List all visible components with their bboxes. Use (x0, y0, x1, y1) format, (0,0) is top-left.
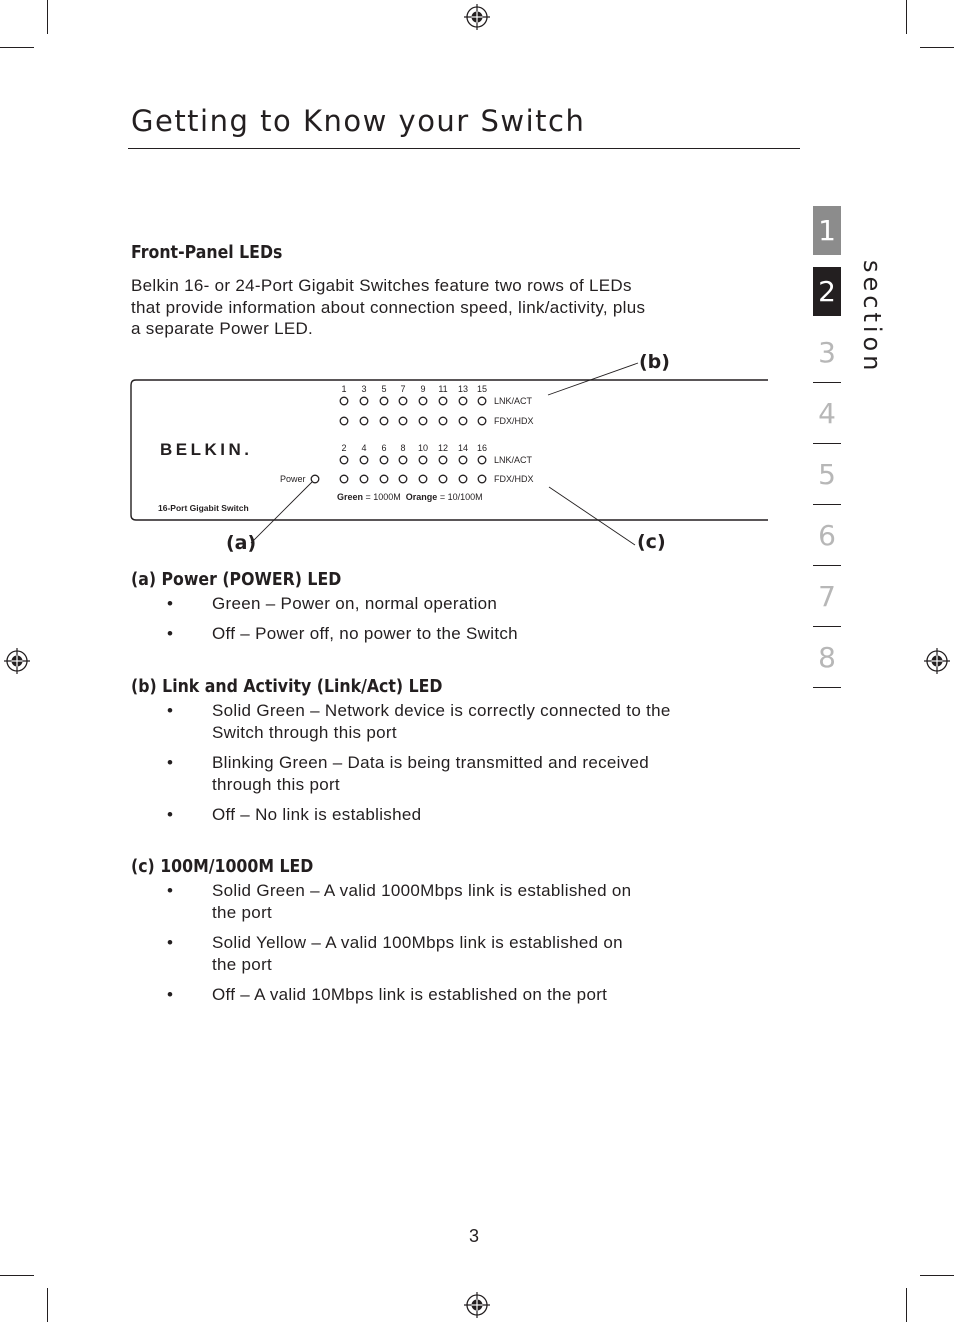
link-led-heading: (b) Link and Activity (Link/Act) LED (131, 677, 443, 697)
speed-legend (337, 492, 483, 502)
port-led (360, 475, 368, 483)
port-number: 1 (341, 384, 347, 394)
port-number: 4 (361, 443, 367, 453)
list-item (131, 804, 771, 826)
port-led (459, 397, 467, 405)
port-led (459, 417, 467, 425)
registration-mark-icon (923, 647, 951, 675)
crop-mark (906, 0, 907, 34)
model-label: 16-Port Gigabit Switch (158, 503, 249, 513)
power-label: Power (280, 474, 306, 484)
callout-b: (b) (639, 351, 670, 373)
list-item (131, 593, 771, 615)
port-number: 7 (400, 384, 406, 394)
crop-mark (47, 0, 48, 34)
port-led (360, 456, 368, 464)
lnk-act-label-top: LNK/ACT (494, 396, 533, 406)
speed-led-heading: (c) 100M/1000M LED (131, 857, 314, 877)
port-led (439, 456, 447, 464)
page-title: Getting to Know your Switch (131, 104, 586, 138)
port-led (439, 417, 447, 425)
port-led (439, 397, 447, 405)
port-number: 16 (476, 443, 488, 453)
description-line: a separate Power LED. (131, 319, 314, 338)
callout-line-b (548, 363, 638, 395)
port-number: 5 (381, 384, 387, 394)
bullet-dot: • (167, 805, 174, 824)
port-led (478, 417, 486, 425)
list-item-text: Off – Power off, no power to the Switch (212, 624, 518, 643)
list-item (131, 623, 771, 645)
registration-mark-icon (463, 3, 491, 31)
port-number: 8 (400, 443, 406, 453)
list-item (131, 932, 771, 976)
port-led (399, 456, 407, 464)
list-item-text: through this port (212, 775, 340, 794)
port-led (340, 475, 348, 483)
list-item-text: Off – A valid 10Mbps link is established on the port (212, 985, 608, 1004)
section-tab-5[interactable]: 5 (813, 450, 841, 499)
list-item-text: Switch through this port (212, 723, 397, 742)
link-led-list (131, 700, 771, 834)
port-led (340, 417, 348, 425)
list-item (131, 984, 771, 1006)
list-item-text: Green – Power on, normal operation (212, 594, 498, 613)
port-led (478, 397, 486, 405)
bullet-dot: • (167, 701, 174, 720)
list-item (131, 752, 771, 796)
crop-mark (47, 1288, 48, 1322)
list-item-text: Solid Green – A valid 1000Mbps link is established on (212, 881, 632, 900)
port-led (459, 456, 467, 464)
registration-mark-icon (3, 647, 31, 675)
bullet-dot: • (167, 985, 174, 1004)
port-led (399, 475, 407, 483)
callout-a: (a) (226, 532, 257, 554)
power-led-heading: (a) Power (POWER) LED (131, 570, 342, 590)
port-led (399, 397, 407, 405)
description-line: Belkin 16- or 24-Port Gigabit Switches feature two rows of LEDs (131, 276, 632, 295)
section-tabs (813, 206, 841, 694)
lnk-act-label-bottom: LNK/ACT (494, 455, 533, 465)
crop-mark (920, 1275, 954, 1276)
port-led (439, 475, 447, 483)
port-led (360, 397, 368, 405)
list-item-text: the port (212, 955, 273, 974)
port-number: 14 (457, 443, 469, 453)
port-led (380, 475, 388, 483)
port-led (419, 397, 427, 405)
section-tab-2[interactable]: 2 (813, 267, 841, 316)
bullet-dot: • (167, 753, 174, 772)
section-tab-4[interactable]: 4 (813, 389, 841, 438)
port-led (478, 475, 486, 483)
page-number: 3 (469, 1226, 480, 1246)
port-led (399, 417, 407, 425)
crop-mark (920, 47, 954, 48)
bullet-dot: • (167, 594, 174, 613)
port-led (419, 475, 427, 483)
port-led (380, 397, 388, 405)
section-label: section (858, 260, 886, 375)
legend-green-value: = 1000M (363, 492, 401, 502)
fdx-hdx-label-bottom: FDX/HDX (494, 474, 534, 484)
port-number: 13 (457, 384, 469, 394)
port-led (478, 456, 486, 464)
list-item-text: Off – No link is established (212, 805, 422, 824)
crop-mark (0, 47, 34, 48)
callout-c: (c) (637, 531, 666, 553)
list-item-text: Blinking Green – Data is being transmitted and received (212, 753, 650, 772)
section-tab-7[interactable]: 7 (813, 572, 841, 621)
list-item-text: Solid Yellow – A valid 100Mbps link is established on (212, 933, 623, 952)
port-led (380, 417, 388, 425)
port-led (380, 456, 388, 464)
crop-mark (0, 1275, 34, 1276)
description-line: that provide information about connection speed, link/activity, plus (131, 297, 646, 317)
section-tab-1[interactable]: 1 (813, 206, 841, 255)
front-panel-description (131, 275, 771, 340)
list-item (131, 880, 771, 924)
switch-front-panel-diagram (128, 345, 773, 560)
legend-orange-value: = 10/100M (437, 492, 483, 502)
fdx-hdx-label-top: FDX/HDX (494, 416, 534, 426)
legend-green-word: Green (337, 492, 364, 502)
registration-mark-icon (463, 1291, 491, 1319)
port-led (340, 397, 348, 405)
port-led (459, 475, 467, 483)
list-item-text: the port (212, 903, 273, 922)
list-item (131, 700, 771, 744)
port-number: 2 (341, 443, 347, 453)
port-number: 3 (361, 384, 367, 394)
section-tab-8[interactable]: 8 (813, 633, 841, 682)
port-number: 10 (417, 443, 429, 453)
front-panel-heading: Front-Panel LEDs (131, 243, 283, 263)
power-led (311, 475, 319, 483)
port-led (419, 417, 427, 425)
belkin-logo: BELKIN. (160, 440, 253, 459)
crop-mark (906, 1288, 907, 1322)
section-tab-6[interactable]: 6 (813, 511, 841, 560)
port-number: 9 (420, 384, 426, 394)
section-tab-3[interactable]: 3 (813, 328, 841, 377)
bullet-dot: • (167, 624, 174, 643)
port-led (340, 456, 348, 464)
title-divider (128, 148, 800, 149)
legend-orange-word: Orange (405, 492, 438, 502)
port-number: 6 (381, 443, 387, 453)
list-item-text: Solid Green – Network device is correctly connected to the (212, 701, 671, 720)
port-number: 11 (438, 384, 448, 394)
port-led (360, 417, 368, 425)
bullet-dot: • (167, 881, 174, 900)
speed-led-list (131, 880, 771, 1014)
port-led (419, 456, 427, 464)
callout-line-a (251, 482, 312, 543)
callout-line-c (549, 487, 635, 545)
power-led-list (131, 593, 771, 653)
port-number: 15 (476, 384, 488, 394)
port-number: 12 (437, 443, 449, 453)
bullet-dot: • (167, 933, 174, 952)
